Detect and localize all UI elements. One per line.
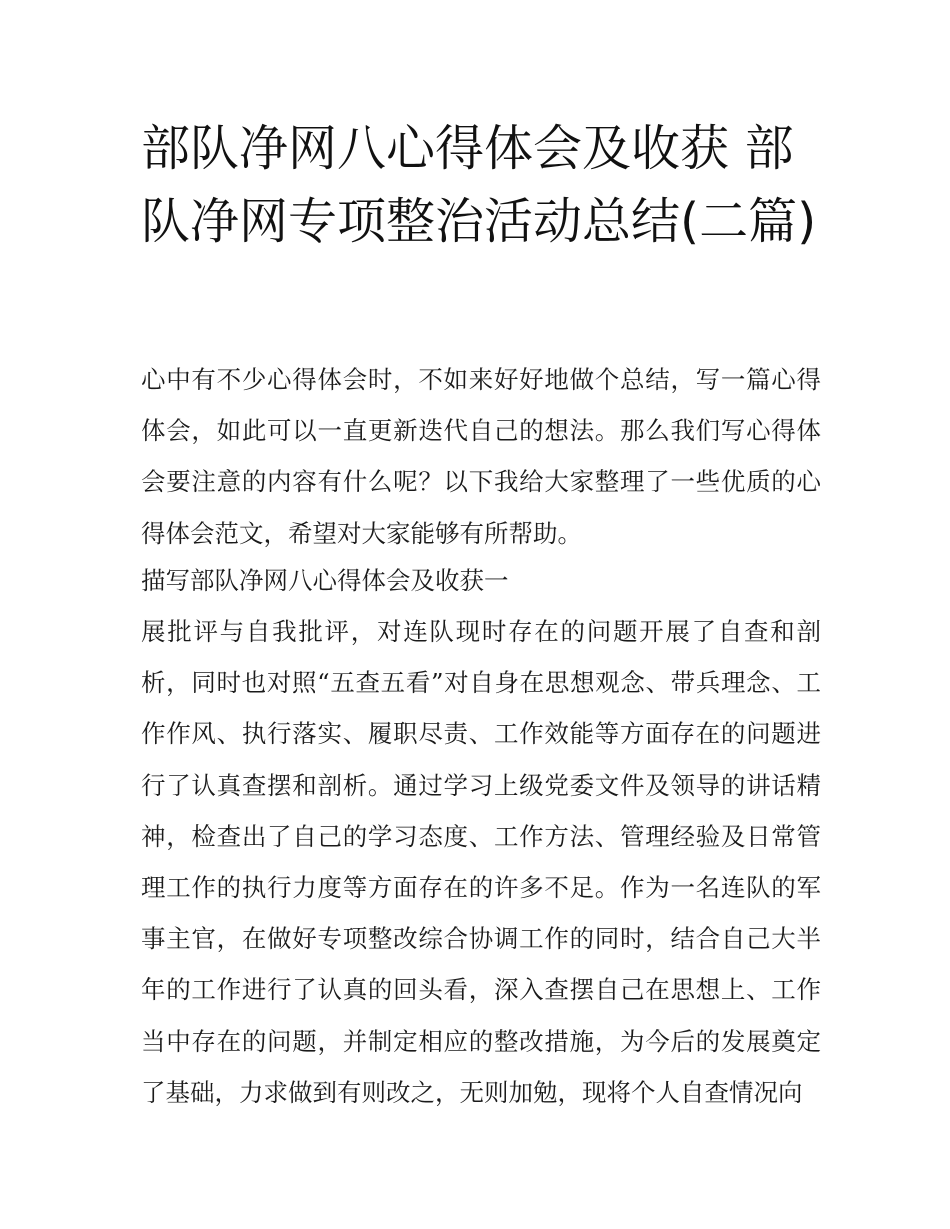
intro-paragraph: 心中有不少心得体会时，不如来好好地做个总结，写一篇心得体会，如此可以一直更新迭代自己的想法。那么我们写心得体会要注意的内容有什么呢？以下我给大家整理了一些优质的心得体会范文，希望对大家能够有所帮助。 (141, 365, 821, 548)
section-subheading: 描写部队净网八心得体会及收获一 (141, 566, 509, 595)
document-title: 部队净网八心得体会及收获 部队净网专项整治活动总结(二篇) (141, 120, 817, 250)
body-paragraph: 展批评与自我批评，对连队现时存在的问题开展了自查和剖析，同时也对照“五查五看”对自身在思想观念、带兵理念、工作作风、执行落实、履职尽责、工作效能等方面存在的问题进行了认真查摆和剖析。通过学习上级党委文件及领导的讲话精神，检查出了自己的学习态度、工作方法、管理经验及日常管理工作的执行力度等方面存在的许多不足。作为一名连队的军事主官，在做好专项整改综合协调工作的同时，结合自己大半年的工作进行了认真的回头看，深入查摆自己在思想上、工作当中存在的问题，并制定相应的整改措施，为今后的发展奠定了基础，力求做到有则改之，无则加勉，现将个人自查情况向 (141, 617, 821, 1107)
